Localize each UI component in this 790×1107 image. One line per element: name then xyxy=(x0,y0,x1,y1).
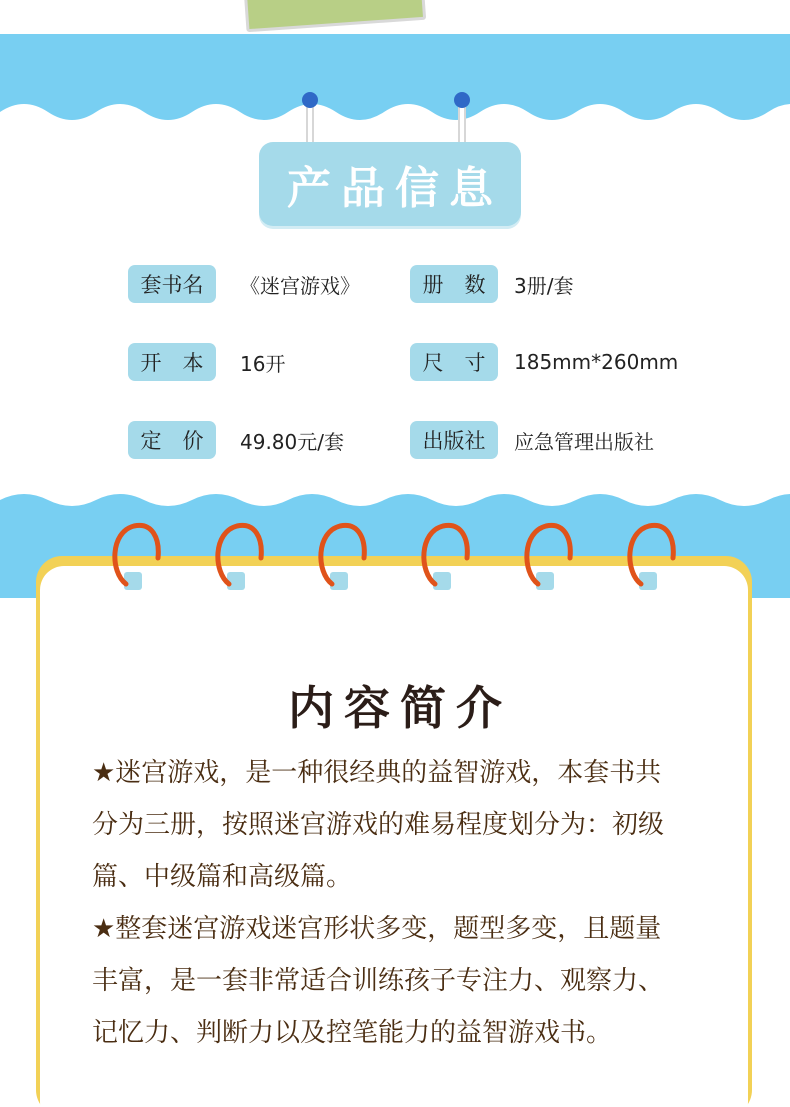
info-value-volumes: 3册/套 xyxy=(514,273,574,298)
spiral-ring xyxy=(621,516,681,596)
intro-line: ★迷宫游戏，是一种很经典的益智游戏，本套书共 xyxy=(92,758,662,788)
info-label-price: 定 价 xyxy=(128,421,216,459)
info-label-size: 尺 寸 xyxy=(410,343,498,381)
wave-top xyxy=(0,94,790,134)
sign-hook-right xyxy=(454,92,470,108)
intro-line: 丰富，是一套非常适合训练孩子专注力、观察力、 xyxy=(92,966,665,996)
spiral-ring xyxy=(106,516,166,596)
spiral-ring xyxy=(209,516,269,596)
intro-line: ★整套迷宫游戏迷宫形状多变，题型多变，且题量 xyxy=(92,914,662,944)
info-value-price: 49.80元/套 xyxy=(240,429,344,454)
sign-hook-left xyxy=(302,92,318,108)
intro-title: 内容简介 xyxy=(288,681,512,735)
info-value-title: 《迷宫游戏》 xyxy=(240,273,360,298)
spiral-ring xyxy=(415,516,475,596)
intro-line: 分为三册，按照迷宫游戏的难易程度划分为：初级 xyxy=(92,810,665,840)
info-label-volumes: 册 数 xyxy=(410,265,498,303)
info-label-title: 套书名 xyxy=(128,265,216,303)
wave-middle xyxy=(0,488,790,518)
product-info-title: 产品信息 xyxy=(287,163,503,214)
info-value-size: 185mm*260mm xyxy=(514,350,679,374)
info-label-publisher: 出版社 xyxy=(410,421,498,459)
info-value-format: 16开 xyxy=(240,351,286,376)
product-info-sign xyxy=(259,142,521,226)
info-label-format: 开 本 xyxy=(128,343,216,381)
intro-line: 篇、中级篇和高级篇。 xyxy=(92,862,353,892)
info-value-publisher: 应急管理出版社 xyxy=(514,429,654,454)
spiral-ring xyxy=(518,516,578,596)
intro-line: 记忆力、判断力以及控笔能力的益智游戏书。 xyxy=(92,1018,613,1048)
spiral-ring xyxy=(312,516,372,596)
